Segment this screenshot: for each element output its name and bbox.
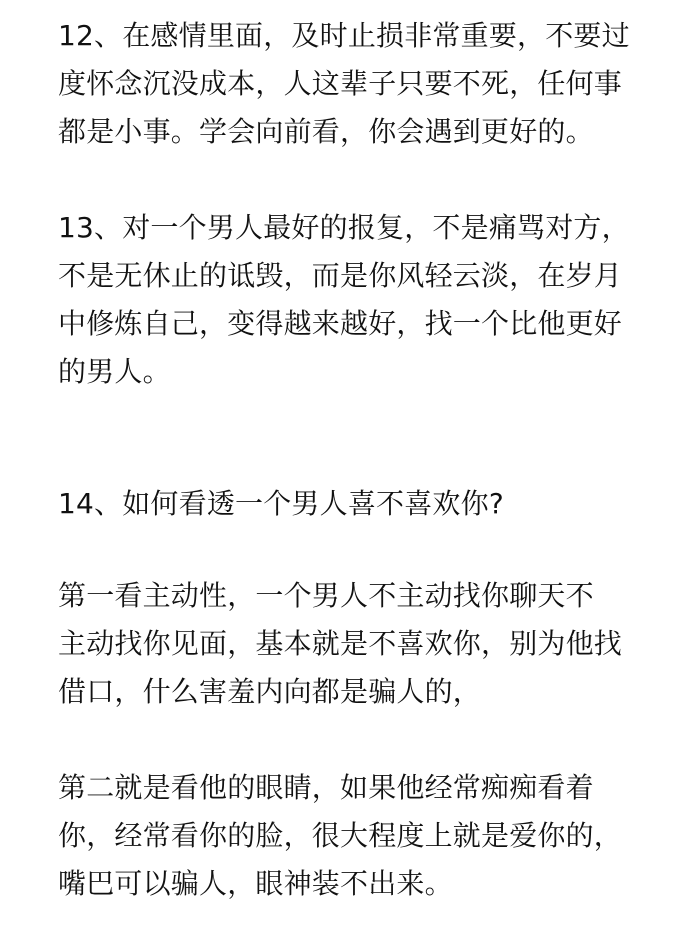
- text-line: 中修炼自己，变得越来越好，找一个比他更好: [58, 307, 623, 340]
- text-line: 的男人。: [58, 355, 171, 388]
- text-line: 第二就是看他的眼睛，如果他经常痴痴看着: [58, 771, 594, 804]
- text-line: 都是小事。学会向前看，你会遇到更好的。: [58, 115, 594, 148]
- text-line: 主动找你见面，基本就是不喜欢你，别为他找: [58, 627, 623, 660]
- paragraph-second-point: [58, 764, 642, 908]
- paragraph-14-heading: [58, 480, 642, 528]
- text-line: 13、对一个男人最好的报复，不是痛骂对方，: [58, 211, 630, 244]
- paragraph-13: [58, 204, 642, 396]
- text-line: 借口，什么害羞内向都是骗人的，: [58, 675, 482, 708]
- text-line: 12、在感情里面，及时止损非常重要，不要过: [58, 19, 630, 52]
- text-line: 嘴巴可以骗人，眼神装不出来。: [58, 867, 453, 900]
- paragraph-first-point: [58, 572, 642, 716]
- paragraph-12: [58, 0, 642, 156]
- text-line: 第一看主动性，一个男人不主动找你聊天不: [58, 579, 594, 612]
- text-line: 14、如何看透一个男人喜不喜欢你?: [58, 487, 504, 520]
- text-line: 不是无休止的诋毁，而是你风轻云淡，在岁月: [58, 259, 623, 292]
- text-line: 你，经常看你的脸，很大程度上就是爱你的，: [58, 819, 623, 852]
- text-line: 度怀念沉没成本，人这辈子只要不死，任何事: [58, 67, 623, 100]
